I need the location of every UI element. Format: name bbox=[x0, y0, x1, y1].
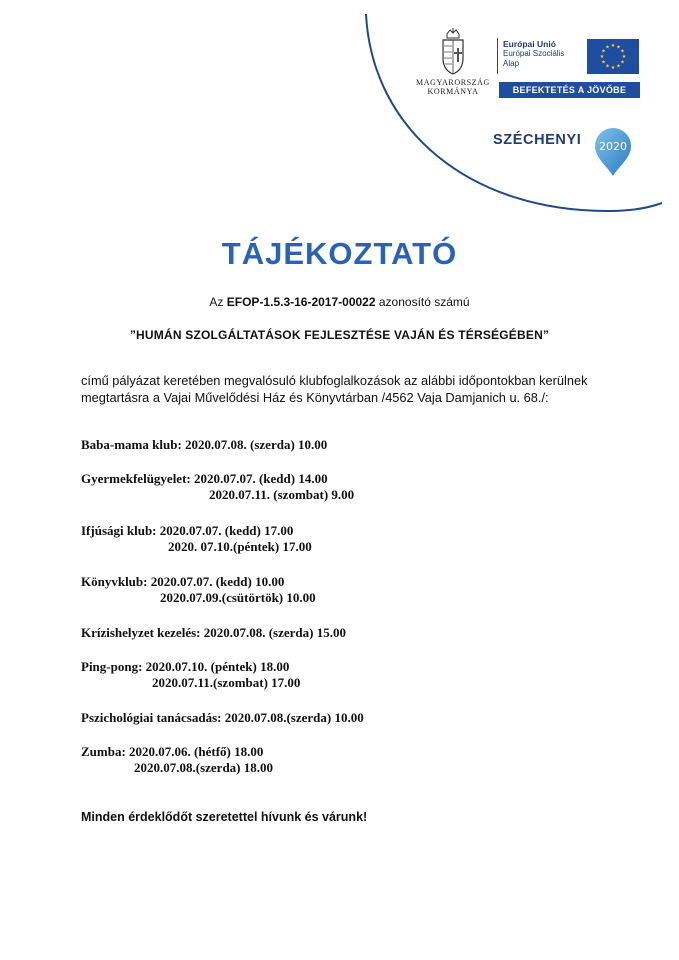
eu-divider bbox=[497, 38, 498, 74]
ref-suffix: azonosító számú bbox=[378, 295, 470, 309]
gov-name-line1: MAGYARORSZÁG bbox=[416, 78, 490, 87]
svg-text:★: ★ bbox=[599, 54, 605, 60]
schedule-line: Zumba: 2020.07.06. (hétfő) 18.00 bbox=[81, 744, 264, 759]
schedule-line: 2020.07.08.(szerda) 18.00 bbox=[134, 760, 274, 775]
ref-code: EFOP-1.5.3-16-2017-00022 bbox=[226, 295, 376, 309]
svg-text:★: ★ bbox=[610, 43, 616, 49]
schedule-line: Ping-pong: 2020.07.10. (péntek) 18.00 bbox=[81, 659, 290, 674]
schedule-line: 2020.07.11. (szombat) 9.00 bbox=[209, 487, 355, 502]
coat-of-arms-icon bbox=[438, 28, 468, 76]
eu-title: Európai Unió bbox=[503, 39, 556, 49]
svg-text:★: ★ bbox=[616, 44, 621, 51]
document-title: TÁJÉKOZTATÓ bbox=[221, 236, 458, 271]
svg-text:★: ★ bbox=[605, 44, 610, 51]
gov-name-line2: KORMÁNYA bbox=[427, 87, 479, 96]
eu-flag-icon bbox=[587, 39, 639, 74]
schedule-item bbox=[81, 744, 273, 776]
schedule-line: Ifjúsági klub: 2020.07.07. (kedd) 17.00 bbox=[81, 523, 294, 538]
schedule-line: 2020.07.09.(csütörtök) 10.00 bbox=[160, 590, 316, 605]
schedule-item bbox=[81, 437, 327, 453]
eu-fund-line2: Alap bbox=[503, 59, 520, 68]
szechenyi-label: SZÉCHENYI bbox=[493, 132, 582, 148]
schedule-line: Gyermekfelügyelet: 2020.07.07. (kedd) 14.00 bbox=[81, 471, 328, 486]
schedule-item bbox=[81, 625, 346, 641]
schedule-line: Könyvklub: 2020.07.07. (kedd) 10.00 bbox=[81, 574, 285, 589]
schedule-item bbox=[81, 471, 354, 503]
schedule-item bbox=[81, 659, 300, 691]
svg-text:★: ★ bbox=[621, 54, 627, 60]
svg-text:★: ★ bbox=[601, 48, 606, 55]
schedule-line: 2020. 07.10.(péntek) 17.00 bbox=[168, 539, 312, 554]
szechenyi-pin-icon bbox=[593, 126, 633, 178]
closing-line: Minden érdeklődőt szeretettel hívunk és várunk! bbox=[81, 810, 368, 824]
schedule-line: Baba-mama klub: 2020.07.08. (szerda) 10.00 bbox=[81, 437, 328, 452]
intro-paragraph: című pályázat keretében megvalósuló klubfoglalkozások az alábbi időpontokban kerülnek megtartásra a Vajai Művelődési Ház és Könyvtárban /4562 Vaja Damjanich u. 68./: bbox=[81, 373, 588, 405]
schedule-line: Krízishelyzet kezelés: 2020.07.08. (szerda) 15.00 bbox=[81, 625, 346, 640]
schedule-item bbox=[81, 574, 316, 606]
svg-text:★: ★ bbox=[620, 48, 625, 55]
invest-banner: BEFEKTETÉS A JÖVŐBE bbox=[499, 82, 640, 98]
eu-fund-line1: Európai Szociális bbox=[503, 49, 565, 58]
schedule-item bbox=[81, 523, 312, 555]
reference-line bbox=[0, 295, 679, 309]
svg-text:★: ★ bbox=[605, 63, 610, 70]
eu-text bbox=[503, 39, 564, 69]
svg-text:★: ★ bbox=[610, 65, 616, 71]
szechenyi-year: 2020 bbox=[599, 140, 627, 153]
schedule-item bbox=[81, 710, 364, 726]
svg-text:★: ★ bbox=[616, 63, 621, 70]
project-name: ”HUMÁN SZOLGÁLTATÁSOK FEJLESZTÉSE VAJÁN ÉS TÉRSÉGÉBEN” bbox=[129, 328, 550, 342]
schedule-line: Pszichológiai tanácsadás: 2020.07.08.(szerda) 10.00 bbox=[81, 710, 364, 725]
ref-prefix: Az bbox=[209, 295, 224, 309]
svg-text:★: ★ bbox=[620, 59, 625, 66]
schedule-line: 2020.07.11.(szombat) 17.00 bbox=[152, 675, 301, 690]
eu-logo bbox=[497, 38, 643, 76]
svg-text:★: ★ bbox=[601, 59, 606, 66]
government-logo bbox=[412, 28, 494, 96]
